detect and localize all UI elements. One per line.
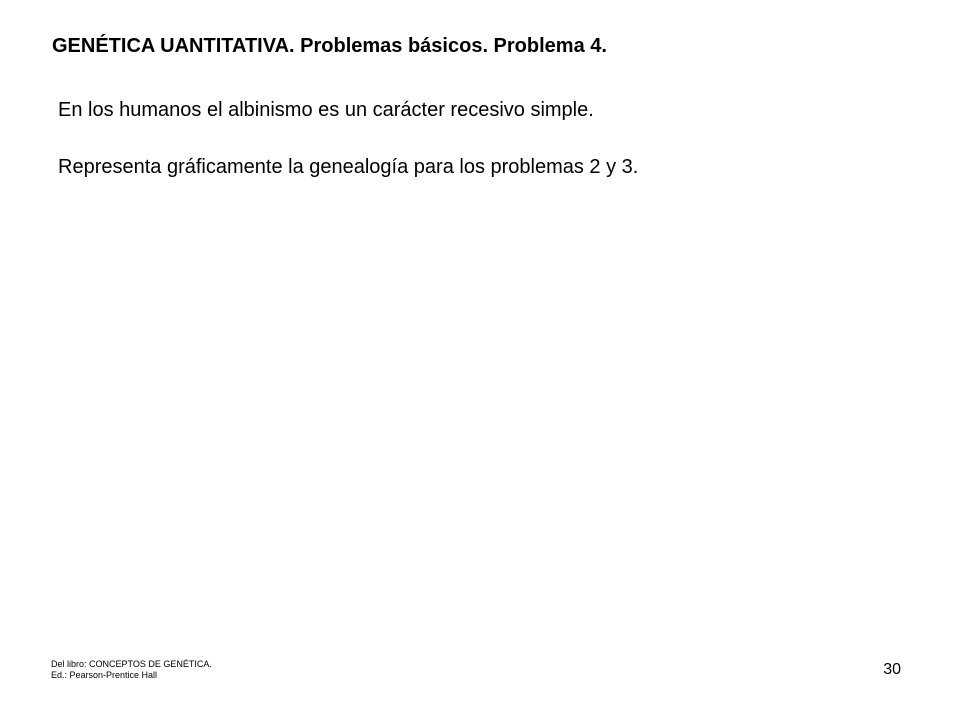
slide-title: GENÉTICA UANTITATIVA. Problemas básicos. Problema 4. — [52, 35, 607, 57]
problem-statement: En los humanos el albinismo es un carácter recesivo simple. — [58, 99, 594, 121]
problem-instruction: Representa gráficamente la genealogía para los problemas 2 y 3. — [58, 156, 639, 178]
source-publisher-line: Ed.: Pearson-Prentice Hall — [51, 670, 158, 681]
source-book-line: Del libro: CONCEPTOS DE GENÉTICA. — [51, 659, 212, 669]
source-citation — [51, 659, 212, 682]
page-number: 30 — [883, 661, 901, 678]
